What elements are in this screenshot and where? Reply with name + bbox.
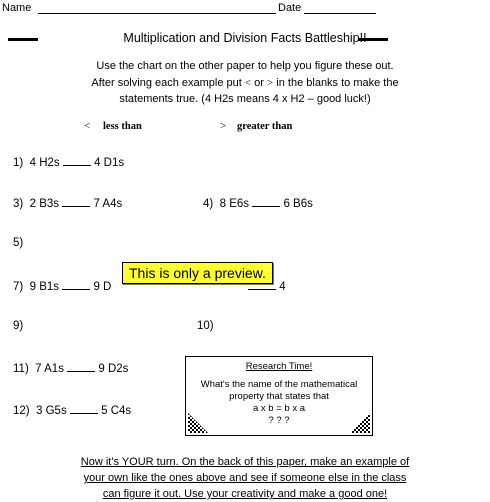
legend-lt-label: less than <box>103 121 142 132</box>
greater-than-symbol: > <box>267 77 274 89</box>
problem-7 <box>13 279 111 293</box>
instructions-text-tail: in the blanks to make the <box>276 77 399 89</box>
problem-right: 6 B6s <box>283 198 313 210</box>
date-label: Date <box>278 2 302 14</box>
answer-blank[interactable] <box>62 196 90 207</box>
answer-blank[interactable] <box>62 279 90 290</box>
problem-number: 9) <box>13 320 24 332</box>
problem-left: 7 A1s <box>35 363 64 375</box>
problem-number: 4) <box>203 198 214 210</box>
answer-blank[interactable] <box>70 403 98 414</box>
problem-number: 11) <box>13 363 29 375</box>
problem-left: 3 G5s <box>36 405 67 417</box>
less-than-symbol: < <box>244 77 252 89</box>
problem-right: 9 D <box>93 281 112 293</box>
problem-5 <box>13 237 23 249</box>
problem-right: 4 D1s <box>94 157 125 169</box>
research-line-2: property that states that <box>229 391 329 402</box>
research-title: Research Time! <box>245 361 313 372</box>
legend-gt-symbol: > <box>220 120 227 132</box>
footer-line-2: your own like the ones above and see if someone else in the class <box>83 472 407 484</box>
problem-12 <box>13 403 131 417</box>
problem-number: 10) <box>197 320 214 332</box>
problem-left: 8 E6s <box>219 198 250 210</box>
answer-blank[interactable] <box>63 155 91 166</box>
problem-4 <box>203 196 313 210</box>
checker-corner-icon <box>188 413 208 433</box>
problem-number: 7) <box>13 281 24 293</box>
problem-10 <box>197 320 214 332</box>
problem-right: 5 C4s <box>101 405 132 417</box>
date-blank <box>304 13 376 14</box>
problem-number: 1) <box>13 157 24 169</box>
footer-line-3: can figure it out. Use your creativity and make a good one! <box>102 488 388 500</box>
problem-number: 3) <box>13 198 24 210</box>
research-line-4: ? ? ? <box>268 415 290 426</box>
problem-3 <box>13 196 122 210</box>
problem-number: 5) <box>13 237 24 249</box>
problem-right: 4 <box>279 281 286 293</box>
legend-lt-symbol: < <box>84 120 91 132</box>
footer-instructions <box>0 454 490 502</box>
problem-9 <box>13 320 23 332</box>
name-blank <box>38 13 276 14</box>
problem-left: 9 B1s <box>29 281 60 293</box>
problem-right: 9 D2s <box>98 363 129 375</box>
or-text: or <box>254 77 264 89</box>
answer-blank[interactable] <box>67 361 95 372</box>
problem-1 <box>13 155 124 169</box>
instructions-line-2 <box>0 75 490 91</box>
research-line-3: a x b = b x a <box>252 403 306 414</box>
problem-right: 7 A4s <box>93 198 123 210</box>
instructions-line-3: statements true. (4 H2s means 4 x H2 – good luck!) <box>119 93 371 105</box>
problem-number: 12) <box>13 405 30 417</box>
instructions-line-1: Use the chart on the other paper to help you figure these out. <box>96 60 394 72</box>
worksheet-title: Multiplication and Division Facts Battleship!! <box>123 31 367 45</box>
problem-left: 4 H2s <box>29 157 60 169</box>
footer-line-1: Now it's YOUR turn. On the back of this paper, make an example of <box>80 456 410 468</box>
legend-gt-label: greater than <box>237 121 293 132</box>
preview-banner: This is only a preview. <box>122 262 273 284</box>
research-line-1: What's the name of the mathematical <box>200 379 358 390</box>
checker-corner-icon <box>350 413 370 433</box>
name-label: Name <box>2 2 32 14</box>
problem-11 <box>13 361 128 375</box>
answer-blank[interactable] <box>252 196 280 207</box>
research-box <box>185 356 373 436</box>
instructions-text: After solving each example put <box>91 77 242 89</box>
problem-left: 2 B3s <box>29 198 60 210</box>
